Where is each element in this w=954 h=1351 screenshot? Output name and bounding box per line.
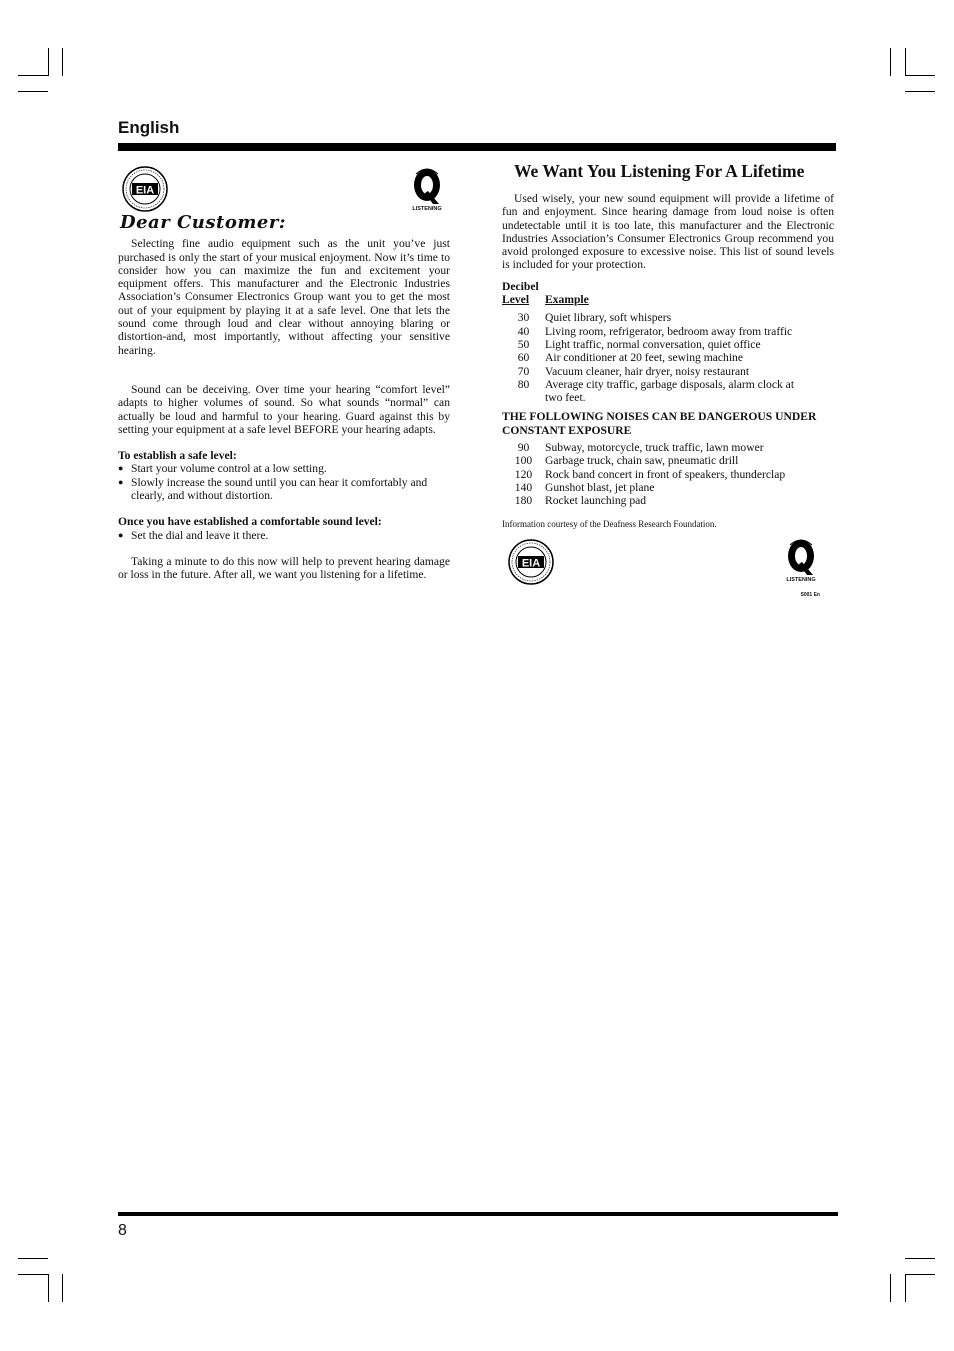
- level-cell: 40: [517, 324, 530, 338]
- safe-level-heading: To establish a safe level:: [118, 449, 237, 463]
- logo-row: [118, 160, 450, 216]
- header-rule: [118, 143, 836, 151]
- closing-paragraph: Taking a minute to do this now will help to prevent hearing damage or loss in the future. After all, we want you listening for a lifetime.: [118, 554, 450, 582]
- crop-mark: [48, 1274, 49, 1302]
- table-row: [502, 351, 834, 364]
- example-cell: Air conditioner at 20 feet, sewing machine: [545, 351, 743, 365]
- danger-heading: THE FOLLOWING NOISES CAN BE DANGEROUS UNDER CONSTANT EXPOSURE: [502, 410, 817, 437]
- level-cell: 70: [517, 364, 530, 378]
- intro-paragraph: Selecting fine audio equipment such as the unit you’ve just purchased is only the start of your musical enjoyment. Now it’s time to consider how you can maximize the fun and excitement your equipment offers. This manufacturer and the Electronic Industries Association’s Consumer Electronics Group want you to get the most out of your equipment by playing it at a safe level. One that lets the sound come through loud and clear without annoying blaring or distortion-and, most importantly, without affecting your sensitive hearing.: [118, 237, 450, 357]
- table-row: [502, 311, 834, 324]
- level-cell: 80: [517, 377, 530, 391]
- q-listening-logo: [782, 537, 820, 587]
- credit-line: Information courtesy of the Deafness Research Foundation.: [502, 518, 717, 529]
- danger-levels-table: [502, 441, 834, 507]
- table-row: [502, 338, 834, 351]
- example-cell: Vacuum cleaner, hair dryer, noisy restaurant: [545, 364, 750, 378]
- level-cell: 100: [514, 454, 533, 468]
- crop-mark: [905, 91, 935, 92]
- crop-mark: [18, 75, 48, 76]
- example-column-heading: Example: [545, 293, 589, 307]
- eia-seal-icon: [122, 166, 168, 212]
- level-cell: 90: [517, 441, 530, 455]
- example-cell: Living room, refrigerator, bedroom away from traffic: [545, 324, 793, 338]
- example-cell: Subway, motorcycle, truck traffic, lawn mower: [545, 441, 764, 455]
- crop-mark: [18, 91, 48, 92]
- crop-mark: [905, 48, 906, 76]
- decibel-column-heading: Decibel: [502, 279, 539, 293]
- right-column: [502, 160, 834, 597]
- page-title: We Want You Listening For A Lifetime: [514, 161, 805, 181]
- level-cell: 50: [517, 337, 530, 351]
- crop-mark: [905, 1274, 935, 1275]
- table-row: [502, 494, 834, 507]
- list-item: ● Set the dial and leave it there.: [118, 529, 450, 542]
- level-cell: 120: [514, 467, 533, 481]
- table-row: [502, 365, 834, 378]
- table-row: [502, 481, 834, 494]
- logo-row: [502, 537, 834, 597]
- q-logo-label: LISTENING: [412, 205, 442, 212]
- table-row: [502, 441, 834, 454]
- crop-mark: [18, 1258, 48, 1259]
- crop-mark: [905, 1258, 935, 1259]
- level-cell: 30: [517, 311, 530, 325]
- table-row: [502, 468, 834, 481]
- intro-paragraph: Used wisely, your new sound equipment will provide a lifetime of fun and enjoyment. Since hearing damage from loud noise is often undetectable until it is too late, this manufacturer and the Electronic Industries Association’s Consumer Electronics Group recommend you avoid prolonged exposure to excessive noise. This list of sound levels is included for your protection.: [502, 192, 834, 272]
- crop-mark: [18, 1274, 48, 1275]
- table-row: [502, 325, 834, 338]
- q-logo-label: LISTENING: [786, 576, 816, 583]
- level-cell: 180: [514, 494, 533, 508]
- deceiving-paragraph: Sound can be deceiving. Over time your hearing “comfort level” adapts to higher volumes of sound. So what sounds “normal” can actually be loud and harmful to your hearing. Guard against this by setting your equipment at a safe level BEFORE your hearing adapts.: [118, 382, 450, 436]
- list-item: ● Slowly increase the sound until you can hear it comfortably and clearly, and without distortion.: [118, 476, 450, 503]
- example-cell: Light traffic, normal conversation, quiet office: [545, 337, 761, 351]
- list-item: ● Start your volume control at a low setting.: [118, 462, 450, 475]
- q-icon: [408, 166, 446, 208]
- example-cell: Rocket launching pad: [545, 494, 647, 508]
- q-icon: [782, 537, 820, 579]
- left-column: [118, 160, 450, 582]
- safe-levels-table: [502, 311, 834, 404]
- crop-mark: [905, 1274, 906, 1302]
- page-number: 8: [118, 1222, 127, 1239]
- table-row: [502, 454, 834, 467]
- comfort-level-heading: Once you have established a comfortable sound level:: [118, 515, 382, 529]
- example-cell: Quiet library, soft whispers: [545, 311, 672, 325]
- section-label: English: [118, 118, 180, 137]
- table-row: [502, 378, 834, 405]
- q-listening-logo: [408, 166, 446, 216]
- example-cell: Garbage truck, chain saw, pneumatic drill: [545, 454, 739, 468]
- crop-mark: [890, 48, 891, 76]
- footer-rule: [118, 1212, 838, 1216]
- eia-logo-text: EIA: [135, 184, 155, 197]
- example-cell: Average city traffic, garbage disposals, alarm clock at two feet.: [545, 377, 795, 405]
- level-column-heading: Level: [502, 293, 530, 307]
- crop-mark: [905, 75, 935, 76]
- eia-logo-text: EIA: [521, 557, 541, 570]
- document-code: S001 En: [800, 591, 820, 598]
- crop-mark: [890, 1274, 891, 1302]
- table-header: [502, 293, 834, 306]
- crop-mark: [62, 1274, 63, 1302]
- eia-seal-icon: [508, 539, 554, 585]
- example-cell: Gunshot blast, jet plane: [545, 480, 655, 494]
- crop-mark: [48, 48, 49, 76]
- example-cell: Rock band concert in front of speakers, thunderclap: [545, 467, 786, 481]
- level-cell: 60: [517, 351, 530, 365]
- level-cell: 140: [514, 480, 533, 494]
- greeting: Dear Customer:: [120, 212, 286, 233]
- crop-mark: [62, 48, 63, 76]
